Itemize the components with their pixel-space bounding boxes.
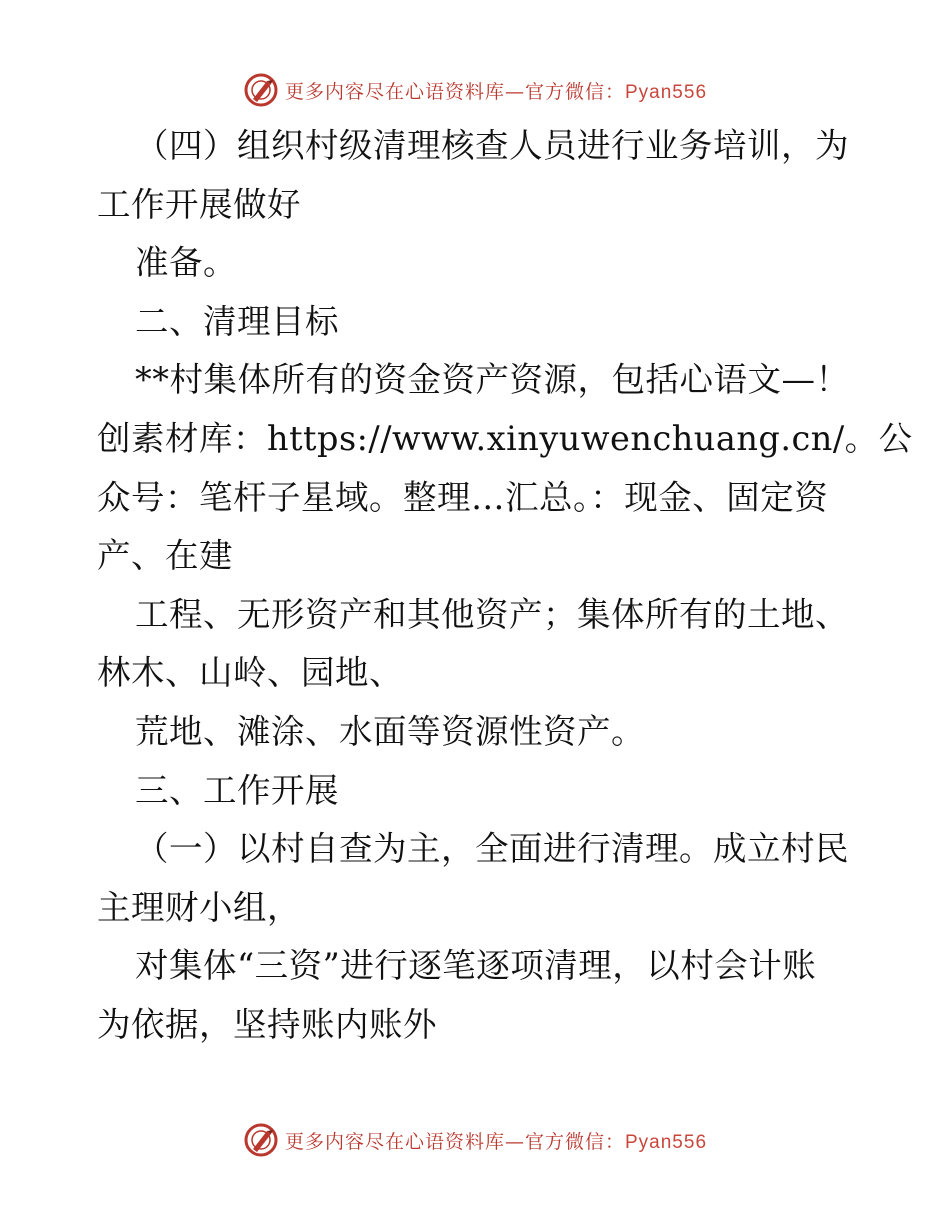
body-line: （四）组织村级清理核查人员进行业务培训，为: [135, 126, 849, 165]
body-line: 准备。: [135, 243, 237, 283]
body-line: 众号：笔杆子星域。整理…汇总。：现金、固定资: [97, 477, 829, 517]
section-heading: 二、清理目标: [135, 301, 339, 341]
header-banner-text: 更多内容尽在心语资料库—官方微信：Pyan556: [284, 80, 708, 103]
body-line: 荒地、滩涂、水面等资源性资产。: [135, 711, 645, 751]
body-line: 主理财小组，: [97, 887, 301, 927]
footer-banner-text: 更多内容尽在心语资料库—官方微信：Pyan556: [284, 1130, 708, 1153]
pen-logo-icon: [243, 1122, 279, 1158]
header-wechat-id: Pyan556: [625, 81, 708, 103]
body-line: 工程、无形资产和其他资产；集体所有的土地、: [135, 594, 849, 634]
body-line: **村集体所有的资金资产资源，包括心语文—！: [135, 360, 850, 400]
footer-banner: [0, 1120, 950, 1160]
body-line: 林木、山岭、园地、: [97, 653, 403, 693]
body-line: 对集体“三资”进行逐笔逐项清理，以村会计账: [135, 946, 817, 986]
body-line: （一）以村自查为主，全面进行清理。成立村民: [135, 829, 849, 869]
section-heading: 三、工作开展: [135, 770, 339, 810]
header-banner: [0, 70, 950, 110]
body-line: 产、在建: [97, 536, 233, 576]
body-line: 创素材库：https://www.xinyuwenchuang.cn/。公: [97, 418, 913, 458]
body-line: 工作开展做好: [97, 184, 301, 224]
footer-wechat-id: Pyan556: [625, 1131, 708, 1153]
document-body: [97, 117, 913, 1055]
pen-logo-icon: [243, 72, 279, 108]
body-line: 为依据，坚持账内账外: [97, 1004, 437, 1044]
